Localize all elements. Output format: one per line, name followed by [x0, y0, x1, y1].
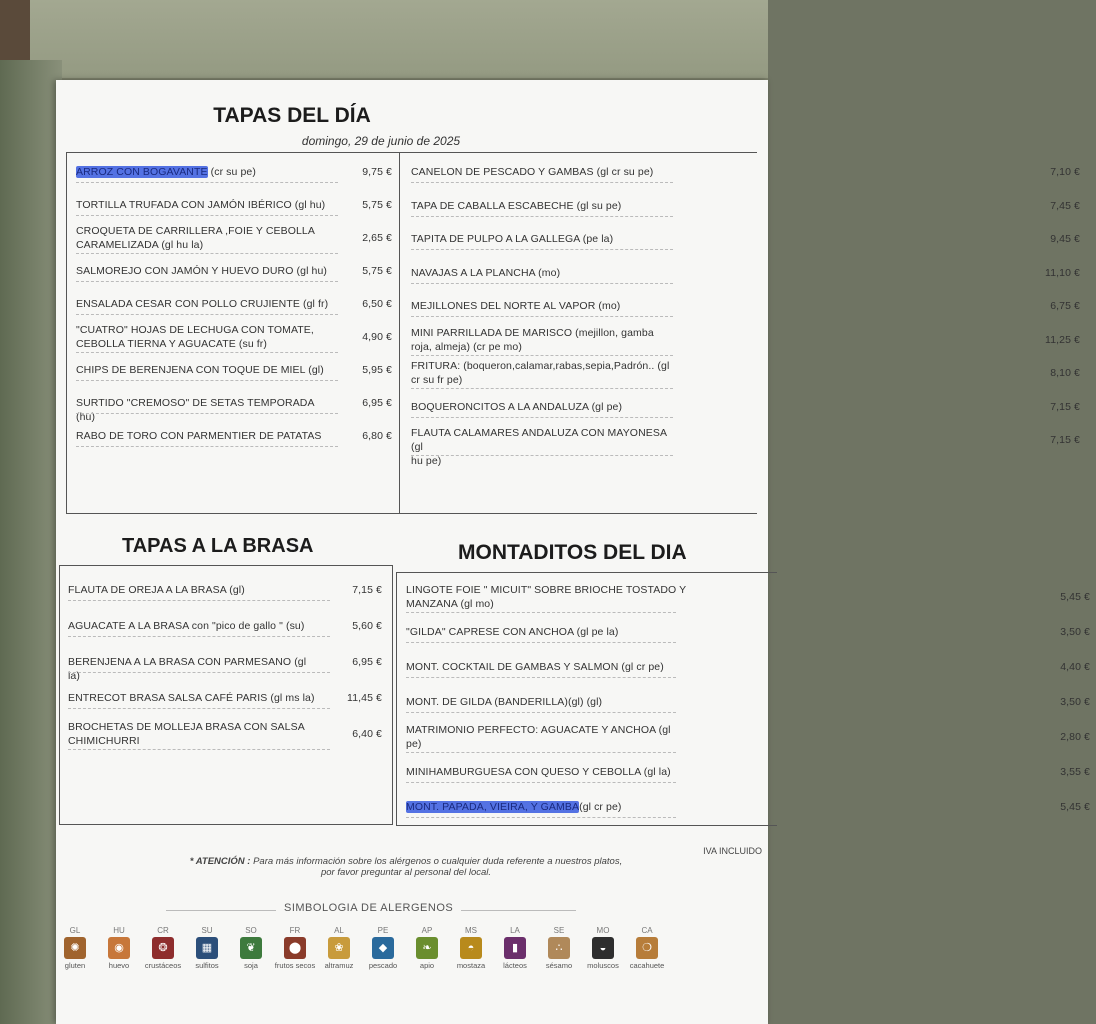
item-name: [411, 232, 681, 246]
allergen-label: apio: [419, 961, 435, 970]
item-name-line1: SALMOREJO CON JAMÓN Y HUEVO DURO (gl hu): [76, 265, 327, 277]
item-name: [406, 583, 696, 611]
item-name-line1: "CUATRO" HOJAS DE LECHUGA CON TOMATE,: [76, 324, 314, 336]
allergen-code: PE: [377, 926, 389, 935]
item-name: [411, 165, 681, 179]
item-price: 6,95 €: [352, 656, 382, 668]
item-name-line2: roja, almeja) (cr pe mo): [411, 340, 522, 353]
item-name: [411, 266, 681, 280]
item-name: [76, 396, 336, 424]
item-divider: [76, 314, 338, 315]
background-wood: [0, 0, 30, 60]
item-name-line2: CARAMELIZADA (gl hu la): [76, 239, 204, 251]
item-name-line2: pe): [406, 738, 422, 750]
item-divider: [406, 817, 676, 818]
allergen-code: CR: [157, 926, 169, 935]
item-price: 8,10 €: [1050, 367, 1080, 379]
item-name: [406, 695, 696, 709]
allergen-su: [186, 926, 228, 970]
item-name: [68, 619, 318, 633]
item-divider: [411, 283, 673, 284]
item-name-line1: NAVAJAS A LA PLANCHA (mo): [411, 266, 561, 279]
item-name-line2: MANZANA (gl mo): [406, 598, 494, 610]
item-divider: [76, 182, 338, 183]
item-name-line1: FRITURA: (boqueron,calamar,rabas,sepia,Padrón.. (gl: [411, 360, 670, 372]
item-price: 11,45 €: [347, 692, 382, 704]
menu-board-frame-left: [0, 60, 62, 1024]
shrimp-icon: ❂: [152, 937, 174, 959]
item-divider: [76, 352, 338, 353]
item-price: 5,45 €: [1060, 591, 1090, 603]
allergens-title: SIMBOLOGIA DE ALERGENOS: [276, 902, 461, 914]
allergen-code: CA: [641, 926, 653, 935]
item-name: [411, 326, 681, 354]
celery-icon: ❧: [416, 937, 438, 959]
allergen-code: AP: [421, 926, 433, 935]
allergen-code: SO: [245, 926, 257, 935]
item-name-line1: FLAUTA CALAMARES ANDALUZA CON MAYONESA (gl: [411, 427, 667, 453]
item-name-line1: ENTRECOT BRASA SALSA CAFÉ PARIS (gl ms la): [68, 692, 315, 704]
item-name-line1: TAPITA DE PULPO A LA GALLEGA (pe la): [411, 233, 614, 245]
item-divider: [76, 380, 338, 381]
allergen-label: pescado: [368, 961, 398, 970]
allergen-cr: [142, 926, 184, 970]
item-divider: [406, 782, 676, 783]
allergen-code: SE: [553, 926, 565, 935]
allergen-label: sulfitos: [195, 961, 219, 970]
item-name-line1: MONT. DE GILDA (BANDERILLA)(gl) (gl): [406, 696, 603, 708]
item-name-line1: LINGOTE FOIE " MICUIT" SOBRE BRIOCHE TOSTADO Y: [406, 584, 687, 596]
item-name: [76, 264, 336, 278]
allergen-label: gluten: [64, 961, 86, 970]
item-divider: [411, 355, 673, 356]
item-name: [411, 199, 681, 213]
attention-note: [126, 856, 686, 878]
item-price: 6,50 €: [362, 298, 392, 310]
item-price: 2,65 €: [362, 232, 392, 244]
allergen-code: HU: [113, 926, 125, 935]
item-price: 6,95 €: [362, 397, 392, 409]
tapas-divider: [399, 153, 400, 513]
item-name: [76, 165, 336, 179]
item-name: [411, 426, 681, 468]
allergen-gl: [54, 926, 96, 970]
item-price: 9,45 €: [1050, 233, 1080, 245]
attention-label: * ATENCIÓN :: [189, 856, 251, 867]
allergen-ms: [450, 926, 492, 970]
item-price: 5,95 €: [362, 364, 392, 376]
item-divider: [411, 216, 673, 217]
item-name-line1: CHIPS DE BERENJENA CON TOQUE DE MIEL (gl): [76, 364, 324, 376]
item-price: 3,50 €: [1060, 696, 1090, 708]
item-name-line1: BOQUERONCITOS A LA ANDALUZA (gl pe): [411, 400, 623, 413]
item-price: 7,15 €: [352, 584, 382, 596]
allergen-ca: [626, 926, 668, 970]
item-name-line1: MINI PARRILLADA DE MARISCO (mejillon, gamba: [411, 326, 654, 339]
item-name: [411, 299, 681, 313]
item-name-line1: SURTIDO "CREMOSO" DE SETAS TEMPORADA (hu): [76, 397, 315, 423]
item-name: [406, 625, 696, 639]
soy-icon: ❦: [240, 937, 262, 959]
allergen-code: GL: [69, 926, 81, 935]
item-name-line2: hu pe): [411, 455, 442, 467]
item-divider: [68, 600, 330, 601]
item-price: 6,80 €: [362, 430, 392, 442]
item-price: 4,90 €: [362, 331, 392, 343]
fish-icon: ◆: [372, 937, 394, 959]
item-price: 3,55 €: [1060, 766, 1090, 778]
allergen-code: MS: [465, 926, 477, 935]
allergen-code: SU: [201, 926, 213, 935]
mollusc-icon: ◒: [592, 937, 614, 959]
allergen-label: frutos secos: [274, 961, 316, 970]
item-name: [76, 297, 336, 311]
section-title-brasa: TAPAS A LA BRASA: [122, 535, 314, 557]
item-name-line1: ENSALADA CESAR CON POLLO CRUJIENTE (gl fr): [76, 298, 329, 310]
item-name: [68, 655, 318, 683]
item-name-line1: MINIHAMBURGUESA CON QUESO Y CEBOLLA (gl la): [406, 766, 671, 778]
item-name-line1: AGUACATE A LA BRASA con "pico de gallo " (su): [68, 620, 305, 632]
allergen-label: sésamo: [545, 961, 573, 970]
item-price: 6,75 €: [1050, 300, 1080, 312]
item-name-line1: FLAUTA DE OREJA A LA BRASA (gl): [68, 584, 245, 596]
item-name: [411, 359, 681, 387]
item-divider: [68, 672, 330, 673]
allergen-label: huevo: [108, 961, 130, 970]
item-name: [406, 660, 696, 674]
allergen-pe: [362, 926, 404, 970]
item-price: 6,40 €: [352, 728, 382, 740]
allergen-label: cacahuete: [629, 961, 665, 970]
item-name-line1: BERENJENA A LA BRASA CON PARMESANO (gl la): [68, 656, 307, 682]
item-name-line1: MATRIMONIO PERFECTO: AGUACATE Y ANCHOA (gl: [406, 724, 671, 736]
item-price: 5,75 €: [362, 265, 392, 277]
allergen-code: MO: [596, 926, 610, 935]
item-divider: [406, 712, 676, 713]
allergen-so: [230, 926, 272, 970]
item-divider: [411, 388, 673, 389]
item-divider: [406, 752, 676, 753]
item-divider: [76, 281, 338, 282]
item-divider: [76, 413, 338, 414]
allergen-label: moluscos: [587, 961, 619, 970]
item-divider: [68, 708, 330, 709]
item-name: [76, 323, 336, 351]
item-divider: [406, 612, 676, 613]
sulfites-icon: ▦: [196, 937, 218, 959]
item-name: [406, 765, 696, 779]
item-name-line2: CHIMICHURRI: [68, 735, 140, 747]
page-title: TAPAS DEL DÍA: [213, 104, 371, 127]
allergen-code: AL: [334, 926, 344, 935]
item-divider: [406, 677, 676, 678]
item-name-line1: TORTILLA TRUFADA CON JAMÓN IBÉRICO (gl hu): [76, 199, 326, 211]
item-divider: [76, 215, 338, 216]
item-price: 5,60 €: [352, 620, 382, 632]
allergen-code: FR: [289, 926, 301, 935]
item-name: [76, 363, 336, 377]
allergen-ap: [406, 926, 448, 970]
item-name-line1: MONT. PAPADA, VIEIRA, Y GAMBA: [406, 801, 580, 813]
allergen-la: [494, 926, 536, 970]
item-price: 7,10 €: [1050, 166, 1080, 178]
allergen-se: [538, 926, 580, 970]
attention-line1: Para más información sobre los alérgenos o cualquier duda referente a nuestros platos,: [253, 856, 623, 867]
item-divider: [411, 249, 673, 250]
item-divider: [76, 253, 338, 254]
item-name: [76, 224, 336, 252]
item-name-line1: ARROZ CON BOGAVANTE: [76, 166, 208, 178]
item-divider: [411, 316, 673, 317]
allergen-label: crustáceos: [144, 961, 182, 970]
item-price: 3,50 €: [1060, 626, 1090, 638]
item-name-line1: CROQUETA DE CARRILLERA ,FOIE Y CEBOLLA: [76, 225, 315, 237]
item-allergen-tags: (gl cr pe): [579, 801, 622, 813]
nuts-icon: ⬤: [284, 937, 306, 959]
allergen-al: [318, 926, 360, 970]
item-name: [68, 583, 318, 597]
allergen-label: lácteos: [503, 961, 527, 970]
item-price: 2,80 €: [1060, 731, 1090, 743]
iva-note: IVA INCLUIDO: [703, 846, 762, 856]
item-name-line1: RABO DE TORO CON PARMENTIER DE PATATAS: [76, 430, 322, 442]
milk-icon: ▮: [504, 937, 526, 959]
egg-icon: ◉: [108, 937, 130, 959]
item-name: [76, 198, 336, 212]
attention-line2: por favor preguntar al personal del local.: [320, 867, 492, 878]
item-name: [68, 691, 318, 705]
item-divider: [76, 446, 338, 447]
item-price: 7,45 €: [1050, 199, 1080, 212]
item-name-line1: "GILDA" CAPRESE CON ANCHOA (gl pe la): [406, 626, 619, 638]
item-divider: [68, 749, 330, 750]
allergen-mo: [582, 926, 624, 970]
item-divider: [411, 455, 673, 456]
allergen-fr: [274, 926, 316, 970]
allergen-label: soja: [244, 961, 258, 970]
sesame-icon: ∴: [548, 937, 570, 959]
item-name: [406, 800, 696, 814]
allergen-label: altramuz: [324, 961, 354, 970]
item-price: 7,15 €: [1050, 434, 1080, 446]
allergen-hu: [98, 926, 140, 970]
item-name-line1: BROCHETAS DE MOLLEJA BRASA CON SALSA: [68, 721, 305, 733]
item-name: [411, 400, 681, 414]
menu-date: domingo, 29 de junio de 2025: [301, 134, 461, 148]
section-title-montaditos: MONTADITOS DEL DIA: [458, 541, 687, 564]
item-price: 11,10 €: [1045, 266, 1080, 279]
mustard-icon: ◓: [460, 937, 482, 959]
item-allergen-tags: (cr su pe): [207, 166, 256, 178]
item-divider: [406, 642, 676, 643]
item-name-line1: MONT. COCKTAIL DE GAMBAS Y SALMON (gl cr pe): [406, 661, 664, 673]
lupin-icon: ❀: [328, 937, 350, 959]
item-name: [68, 720, 318, 748]
item-price: 5,45 €: [1060, 801, 1090, 813]
peanut-icon: ❍: [636, 937, 658, 959]
item-name: [406, 723, 696, 751]
item-price: 9,75 €: [362, 166, 392, 178]
item-name: [76, 429, 336, 443]
item-name-line1: MEJILLONES DEL NORTE AL VAPOR (mo): [411, 300, 621, 312]
allergen-code: LA: [510, 926, 520, 935]
item-name-line1: CANELON DE PESCADO Y GAMBAS (gl cr su pe): [411, 166, 654, 178]
allergen-label: mostaza: [456, 961, 486, 970]
item-price: 11,25 €: [1045, 333, 1080, 346]
item-name-line2: cr su fr pe): [411, 374, 463, 386]
item-price: 5,75 €: [362, 199, 392, 211]
item-divider: [411, 182, 673, 183]
item-name-line2: CEBOLLA TIERNA Y AGUACATE (su fr): [76, 338, 268, 350]
wheat-icon: ✺: [64, 937, 86, 959]
item-price: 4,40 €: [1060, 661, 1090, 673]
menu-board-frame-top: [28, 0, 768, 80]
item-divider: [68, 636, 330, 637]
item-price: 7,15 €: [1050, 400, 1080, 413]
item-divider: [411, 417, 673, 418]
menu-sheet: [56, 80, 1090, 1024]
item-name-line1: TAPA DE CABALLA ESCABECHE (gl su pe): [411, 199, 622, 212]
